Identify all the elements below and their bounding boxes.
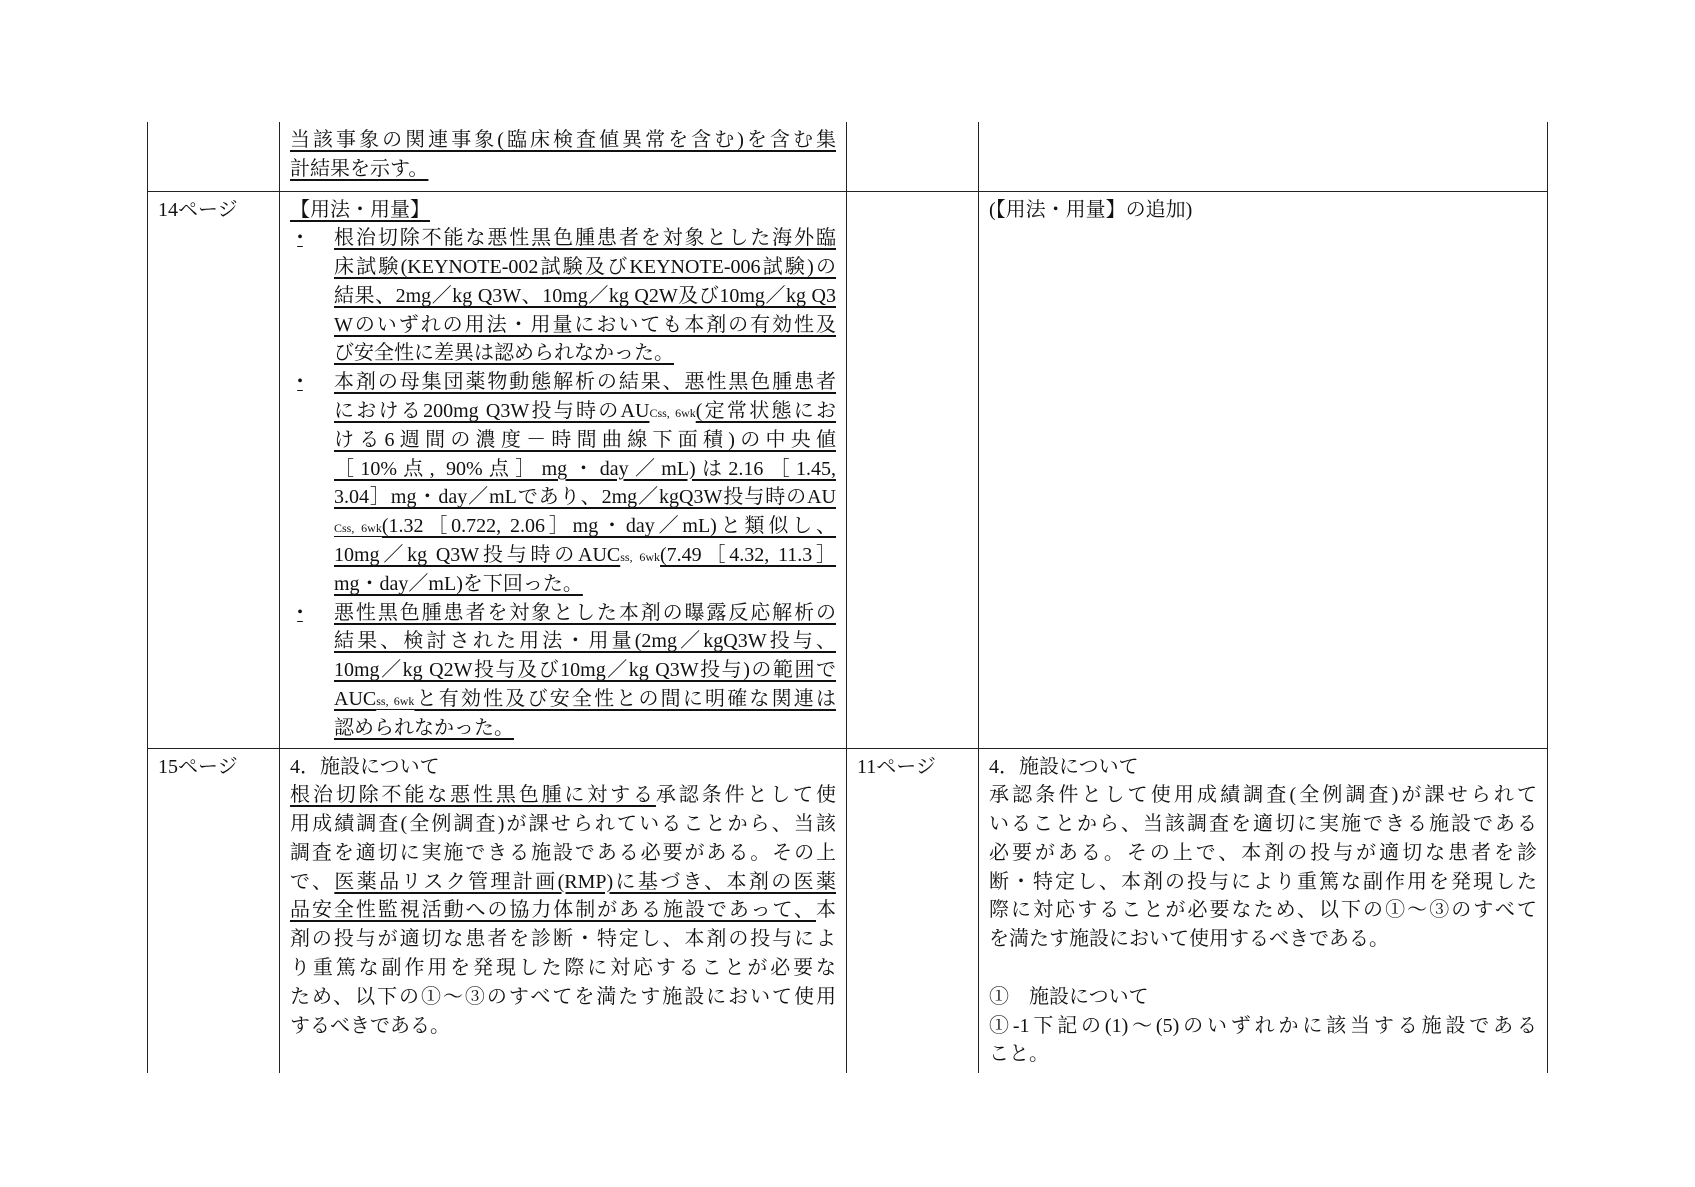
text-line — [334, 339, 836, 368]
old-text-cell — [979, 122, 1548, 191]
text-segment: (定常状態にお — [695, 400, 836, 423]
paragraph — [290, 126, 836, 184]
text-line — [334, 224, 836, 253]
paragraph — [989, 196, 1537, 225]
text-segment: び安全性に差異は認められなかった。 — [334, 342, 674, 365]
bullet-item — [290, 368, 836, 598]
text-line — [334, 599, 836, 628]
paragraph — [290, 781, 836, 1040]
old-text-cell — [979, 191, 1548, 748]
text-segment: Wのいずれの用法・用量においても本剤の有効性及 — [334, 313, 836, 336]
text-segment: 断・特定し、本剤の投与により重篤な副作用を発現した — [989, 870, 1537, 893]
text-segment: (1.32［0.722, 2.06］mg・day／mL)と類似し、 — [381, 515, 836, 538]
text-segment: と有効性及び安全性との間に明確な関連は — [414, 688, 836, 711]
table-row — [148, 748, 1548, 1073]
text-line — [334, 512, 836, 541]
text-segment: mg・day／mL)を下回った。 — [334, 572, 583, 595]
text-line — [334, 656, 836, 685]
text-line — [290, 810, 836, 839]
text-segment: 承認条件として使 — [655, 784, 837, 807]
paragraph — [290, 753, 836, 782]
text-segment: で、 — [290, 870, 335, 893]
old-page-cell — [847, 122, 979, 191]
text-segment: 必要がある。その上で、本剤の投与が適切な患者を診 — [989, 841, 1537, 864]
text-line — [334, 627, 836, 656]
text-segment: 計結果を示す。 — [290, 157, 429, 180]
text-segment: ［10%点, 90%点］mg・day／mL)は2.16［1.45, — [334, 457, 836, 480]
text-line — [334, 541, 836, 570]
text-line — [290, 839, 836, 868]
text-segment: 結果、検討された用法・用量(2mg／kgQ3W投与、 — [334, 630, 836, 653]
text-line — [290, 868, 836, 897]
text-segment: するべきである。 — [290, 1014, 450, 1037]
text-segment: 際に対応することが必要なため、以下の①～③のすべて — [989, 899, 1537, 922]
text-line — [290, 753, 836, 782]
text-segment: (7.49［4.32, 11.3］ — [660, 544, 836, 567]
text-line — [334, 368, 836, 397]
new-page-cell — [148, 122, 280, 191]
old-page-cell — [847, 748, 979, 1073]
text-line — [989, 196, 1537, 225]
text-line — [290, 925, 836, 954]
comparison-table — [147, 122, 1548, 1073]
text-line — [989, 868, 1537, 897]
text-segment: 3.04］mg・day／mLであり、2mg／kgQ3W投与時のAU — [334, 486, 836, 509]
text-segment: 医薬品リスク管理計画(RMP)に基づき、本剤の医薬 — [334, 870, 836, 893]
new-page-cell — [148, 748, 280, 1073]
text-segment: 認められなかった。 — [334, 716, 514, 739]
paragraph — [989, 753, 1537, 782]
text-line — [290, 954, 836, 983]
text-line — [989, 753, 1537, 782]
text-segment: 剤の投与が適切な患者を診断・特定し、本剤の投与によ — [290, 928, 836, 951]
text-segment: AUC — [334, 688, 377, 711]
text-segment: 当該事象の関連事象(臨床検査値異常を含む)を含む集 — [290, 129, 836, 151]
text-segment: いることから、当該調査を適切に実施できる施設である — [989, 813, 1537, 836]
old-page-cell — [847, 191, 979, 748]
text-segment: 本 — [816, 899, 836, 922]
text-segment: 本剤の母集団薬物動態解析の結果、悪性黒色腫患者 — [334, 371, 836, 394]
subscript-text: Css, 6wk — [334, 521, 382, 536]
page-reference: 11ページ — [857, 755, 936, 778]
subscript-text: Css, 6wk — [649, 406, 696, 421]
text-line — [334, 253, 836, 282]
text-line — [334, 311, 836, 340]
text-segment: 用成績調査(全例調査)が課せられていることから、当該 — [290, 813, 836, 836]
new-text-cell — [280, 748, 847, 1073]
text-line — [989, 983, 1537, 1012]
text-segment: 4．施設について — [989, 755, 1139, 778]
text-line — [334, 455, 836, 484]
text-segment: (【用法・用量】の追加) — [989, 198, 1193, 221]
text-line — [290, 126, 836, 155]
text-line — [989, 839, 1537, 868]
text-segment: 床試験(KEYNOTE-002試験及びKEYNOTE-006試験)の — [334, 256, 836, 279]
text-segment: 根治切除不能な悪性黒色腫に対する — [290, 784, 656, 807]
old-text-cell — [979, 748, 1548, 1073]
paragraph — [290, 196, 836, 225]
text-segment: 承認条件として使用成績調査(全例調査)が課せられて — [989, 784, 1537, 807]
text-segment: り重篤な副作用を発現した際に対応することが必要な — [290, 957, 836, 980]
page-reference: 15ページ — [158, 755, 238, 778]
paragraph — [989, 781, 1537, 954]
text-segment: 結果、2mg／kg Q3W、10mg／kg Q2W及び10mg／kg Q3 — [334, 284, 836, 307]
text-segment: 品安全性監視活動への協力体制がある施設であって、 — [290, 899, 816, 922]
new-text-cell — [280, 122, 847, 191]
text-line — [290, 1012, 836, 1041]
text-line — [290, 155, 836, 184]
subscript-text: ss, 6wk — [376, 694, 415, 709]
text-line — [989, 781, 1537, 810]
bullet-icon: • — [297, 373, 303, 391]
text-segment: ① 施設について — [989, 985, 1149, 1008]
bullet-icon: • — [297, 229, 303, 247]
text-line — [334, 570, 836, 599]
text-segment: 10mg／kg Q3W投与時のAUC — [334, 544, 621, 567]
text-segment: 悪性黒色腫患者を対象とした本剤の曝露反応解析の — [334, 601, 836, 624]
paragraph — [989, 983, 1537, 1012]
bullet-item — [290, 224, 836, 368]
table-row — [148, 122, 1548, 191]
text-line — [334, 685, 836, 714]
paragraph — [989, 954, 1537, 983]
text-line — [989, 925, 1537, 954]
table-row — [148, 191, 1548, 748]
text-segment: ため、以下の①～③のすべてを満たす施設において使用 — [290, 985, 836, 1008]
text-line — [290, 196, 836, 225]
text-line — [334, 282, 836, 311]
subscript-text: ss, 6wk — [620, 550, 661, 565]
text-line — [290, 896, 836, 925]
text-line — [989, 1012, 1537, 1041]
text-segment: こと。 — [989, 1043, 1049, 1066]
text-line — [290, 781, 836, 810]
text-segment: における200mg Q3W投与時のAU — [334, 400, 650, 423]
text-line — [334, 714, 836, 743]
bullet-icon: • — [297, 603, 303, 621]
text-segment: 4．施設について — [290, 755, 440, 778]
text-line — [989, 896, 1537, 925]
text-segment: ①-1下記の(1)～(5)のいずれかに該当する施設である — [989, 1014, 1537, 1037]
text-segment: 調査を適切に実施できる施設である必要がある。その上 — [290, 841, 836, 864]
text-line — [989, 810, 1537, 839]
text-segment: ける6週間の濃度－時間曲線下面積)の中央値 — [334, 428, 836, 451]
text-segment: を満たす施設において使用するべきである。 — [989, 928, 1389, 951]
bullet-item — [290, 599, 836, 743]
text-segment: 【用法・用量】 — [290, 198, 430, 221]
page-reference: 14ページ — [158, 198, 238, 221]
text-line — [334, 397, 836, 426]
text-line — [334, 483, 836, 512]
new-page-cell — [148, 191, 280, 748]
text-line — [989, 1040, 1537, 1069]
new-text-cell — [280, 191, 847, 748]
text-line — [290, 983, 836, 1012]
paragraph — [989, 1012, 1537, 1070]
text-segment: 根治切除不能な悪性黒色腫患者を対象とした海外臨 — [334, 227, 836, 250]
text-segment: 10mg／kg Q2W投与及び10mg／kg Q3W投与)の範囲で — [334, 659, 836, 682]
text-line — [334, 426, 836, 455]
